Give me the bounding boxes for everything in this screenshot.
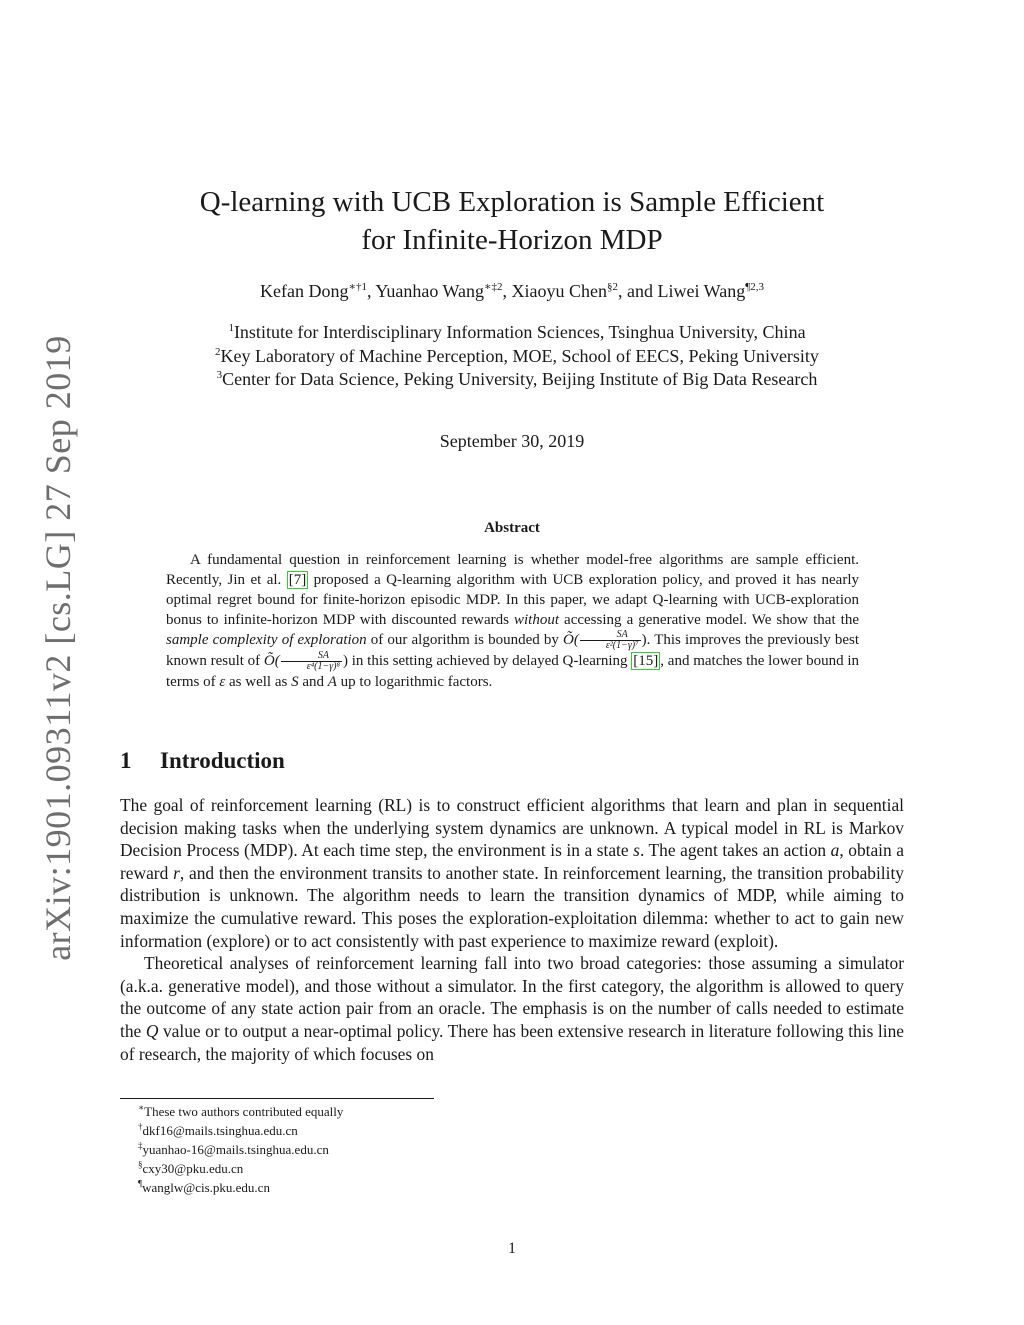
complexity-bound [263,650,348,673]
math-symbol: r [173,862,180,883]
abstract-text: . This improves the previously best known result of [166,632,859,670]
fraction-denominator: ε²(1−γ)⁷ [605,640,639,652]
affiliation-number: 2 [215,345,221,358]
emphasis-text: sample complexity of exploration [166,632,367,648]
author-marks: §2 [607,281,619,293]
footnote-divider [120,1098,434,1099]
section-heading [120,748,285,774]
footnote-item [138,1178,343,1197]
footnote-mark: † [138,1121,143,1132]
affiliation-line [0,368,1024,392]
math-text: ) [641,632,647,648]
emphasis-text: without [514,612,560,628]
abstract-text: in this setting achieved by delayed Q-learning [348,653,632,670]
author-name: Xiaoyu Chen [511,281,608,301]
abstract-text: up to logarithmic factors. [336,674,493,691]
citation-link[interactable]: [15] [633,653,659,670]
author-marks: ¶2,3 [745,281,764,293]
footnote-mark: ‡ [138,1140,143,1151]
fraction-denominator: ε⁴(1−γ)⁸ [306,661,340,673]
body-text: value or to output a near-optimal policy. There has been extensive research in literature following this line of research, the majority of which focuses on [120,1020,905,1064]
abstract-heading: Abstract [484,520,540,536]
paper-title [0,183,1024,259]
body-text: . The agent takes an action [639,840,831,861]
math-text: ) [343,653,348,670]
affiliation-line [0,345,1024,369]
title-line-2: for Infinite-Horizon MDP [361,224,663,256]
abstract-paragraph [166,550,859,692]
math-symbol: A [327,674,337,691]
complexity-bound [563,629,647,652]
footnote-email: dkf16@mails.tsinghua.edu.cn [142,1123,298,1138]
author-separator: , [367,281,376,301]
author-separator: , and [618,281,658,301]
author-marks: ∗†1 [348,281,367,293]
body-text: , obtain a reward [120,840,904,883]
abstract-text: accessing a generative model. We show that the [559,612,859,628]
citation-link[interactable]: [7] [288,572,307,588]
author-name: Liwei Wang [657,281,746,301]
affiliation-text: Center for Data Science, Peking University, Beijing Institute of Big Data Research [222,369,818,389]
affiliation-text: Key Laboratory of Machine Perception, MOE, School of EECS, Peking University [220,345,819,366]
abstract-text: proposed a Q-learning algorithm with UCB exploration policy, and proved it has nearly optimal regret bound for finite-horizon episodic MDP. In this paper, we adapt Q-learning with UCB-exploration bonus to infinite-horizon MDP with discounted rewards [166,572,860,628]
author-separator: , [502,281,512,301]
section-number: 1 [120,748,132,773]
author-list [0,281,1024,302]
footnote-email: yuanhao-16@mails.tsinghua.edu.cn [142,1142,329,1157]
affiliation-number: 3 [216,369,223,381]
math-symbol: ε [219,674,226,691]
abstract-text: as well as [225,674,292,691]
section-title: Introduction [160,748,285,773]
paper-date: September 30, 2019 [439,431,585,451]
affiliation-line [0,321,1024,345]
footnote-mark: ¶ [138,1178,143,1189]
fraction [580,630,641,651]
footnote-mark: § [138,1159,143,1170]
abstract-body [166,550,859,692]
author-marks: ∗‡2 [484,281,503,293]
body-text: The goal of reinforcement learning (RL) is to construct efficient algorithms that learn and plan in sequential decision making tasks when the underlying system dynamics are unknown. A typical model in RL is Markov Decision Process (MDP). At each time step, the environment is in a state [120,795,904,861]
abstract-text: , and matches the lower bound in terms of [166,653,860,691]
title-line-1: Q-learning with UCB Exploration is Sample Efficient [199,186,825,218]
arxiv-identifier-stamp: arXiv:1901.09311v2 [cs.LG] 27 Sep 2019 [38,335,78,961]
math-symbol: Q [145,1020,159,1041]
affiliation-text: Institute for Interdisciplinary Information Sciences, Tsinghua University, China [233,322,806,342]
author-name: Kefan Dong [260,281,349,301]
footnote-item [138,1140,343,1159]
abstract-text: and [298,674,328,691]
footnote-email: cxy30@pku.edu.cn [142,1161,244,1176]
page-number: 1 [508,1240,516,1257]
footnotes [138,1102,343,1197]
author-name: Yuanhao Wang [375,281,485,301]
math-symbol: a [830,840,840,861]
footnote-mark: ∗ [138,1102,145,1113]
abstract-text: A fundamental question in reinforcement learning is whether model-free algorithms are sample efficient. Recently, Jin et al. [166,552,859,588]
body-paragraph [120,952,904,1065]
footnote-item [138,1102,343,1121]
body-paragraph [120,794,904,952]
math-symbol: s [633,840,640,861]
footnote-item [138,1121,343,1140]
fraction-numerator: SA [580,630,641,641]
fraction [281,651,342,672]
math-text: Õ( [263,653,280,670]
affiliation-number: 1 [228,322,234,334]
affiliations [0,321,1024,392]
introduction-body [120,794,904,1065]
body-text: , and then the environment transits to another state. In reinforcement learning, the transition probability distribution is unknown. The algorithm needs to learn the transition dynamics of MDP, while aiming to maximize the cumulative reward. This poses the exploration-exploitation dilemma: whether to act to gain new information (explore) or to act consistently with past experience to maximize reward (exploit). [120,862,905,951]
footnote-item [138,1159,343,1178]
abstract-text: of our algorithm is bounded by [366,632,563,648]
body-text: Theoretical analyses of reinforcement learning fall into two broad categories: those assuming a simulator (a.k.a. generative model), and those without a simulator. In the first category, the algorithm is allowed to query the outcome of any state action pair from an oracle. The emphasis is on the number of calls needed to estimate the [120,953,904,1041]
fraction-numerator: SA [281,651,342,662]
math-text: Õ( [563,632,579,648]
footnote-text: These two authors contributed equally [144,1104,344,1119]
footnote-email: wanglw@cis.pku.edu.cn [142,1180,270,1195]
math-symbol: S [291,674,299,691]
